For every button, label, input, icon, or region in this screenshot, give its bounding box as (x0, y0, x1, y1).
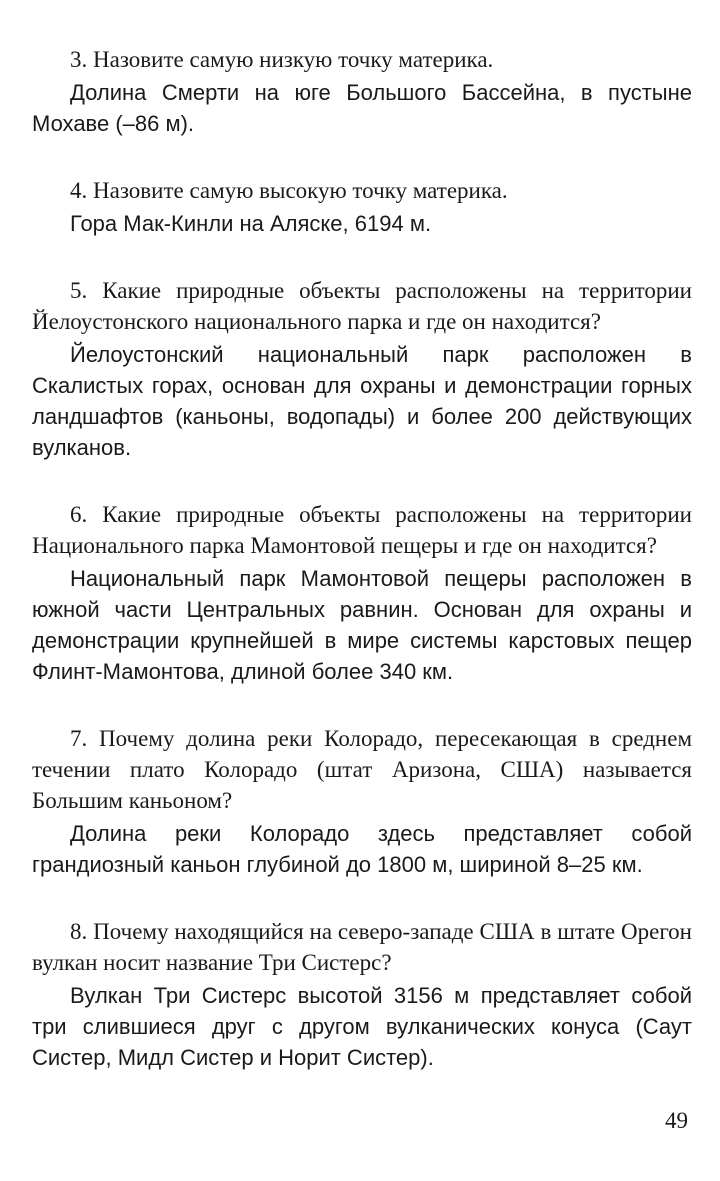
question-7: 7. Почему долина реки Колорадо, пересекающая в среднем течении плато Колорадо (штат Аризона, США) называется Большим каньоном? (32, 726, 692, 813)
question-3: 3. Назовите самую низкую точку материка. (70, 47, 494, 72)
answer-8: Вулкан Три Систерс высотой 3156 м представляет собой три слившиеся друг с другом вулканических конуса (Саут Систер, Мидл Систер и Норит Систер). (32, 983, 692, 1070)
answer-6: Национальный парк Мамонтовой пещеры расположен в южной части Центральных равнин. Основан для охраны и демонстрации крупнейшей в мире системы карстовых пещер Флинт-Мамонтова, длиной более 340 км. (32, 566, 692, 684)
qa-item-6 (32, 499, 692, 687)
page-content (32, 44, 692, 1109)
answer-3: Долина Смерти на юге Большого Бассейна, в пустыне Мохаве (–86 м). (32, 80, 692, 136)
question-6: 6. Какие природные объекты расположены на территории Национального парка Мамонтовой пещеры и где он находится? (32, 502, 692, 558)
qa-item-8 (32, 916, 692, 1073)
question-4: 4. Назовите самую высокую точку материка. (70, 178, 508, 203)
answer-4: Гора Мак-Кинли на Аляске, 6194 м. (70, 211, 432, 236)
answer-5: Йелоустонский национальный парк расположен в Скалистых горах, основан для охраны и демонстрации горных ландшафтов (каньоны, водопады) и более 200 действующих вулканов. (32, 342, 692, 460)
question-5: 5. Какие природные объекты расположены на территории Йелоустонского национального парка и где он находится? (32, 278, 692, 334)
answer-7: Долина реки Колорадо здесь представляет собой грандиозный каньон глубиной до 1800 м, шириной 8–25 км. (32, 821, 692, 877)
qa-item-4 (32, 175, 692, 239)
qa-item-5 (32, 275, 692, 463)
qa-item-7 (32, 723, 692, 880)
question-8: 8. Почему находящийся на северо-западе США в штате Орегон вулкан носит название Три Систерс? (32, 919, 692, 975)
page-number: 49 (665, 1108, 688, 1133)
qa-item-3 (32, 44, 692, 139)
